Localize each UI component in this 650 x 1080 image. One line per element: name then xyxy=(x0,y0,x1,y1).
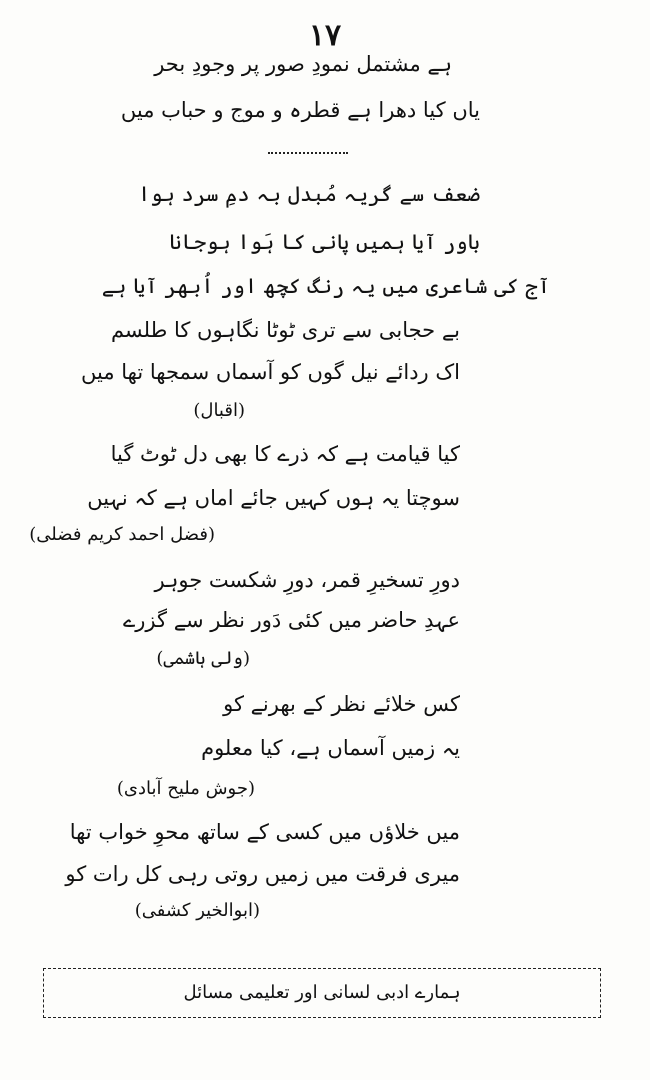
attribution: (ابوالخیر کشفی) xyxy=(134,900,260,921)
verse-line: دورِ تسخیرِ قمر، دورِ شکست جوہر xyxy=(154,568,460,592)
verse-line: باور آیا ہمیں پانی کا ہَوا ہوجانا xyxy=(169,230,480,254)
verse-line: کیا قیامت ہے کہ ذرے کا بھی دل ٹوٹ گیا xyxy=(110,442,460,466)
page-number: ۱۷ xyxy=(308,18,342,53)
verse-line: بے حجابی سے تری ٹوٹا نگاہوں کا طلسم xyxy=(110,318,460,342)
verse-line: ہے مشتمل نمودِ صور پر وجودِ بحر xyxy=(154,52,452,76)
attribution: (ولی ہاشمی) xyxy=(156,648,250,669)
verse-line: یہ زمیں آسماں ہے، کیا معلوم xyxy=(201,736,460,760)
attribution: (اقبال) xyxy=(193,400,245,421)
verse-line: کس خلائے نظر کے بھرنے کو xyxy=(223,692,460,716)
prose-line: آج کی شاعری میں یہ رنگ کچھ اور اُبھر آیا ہے xyxy=(101,274,550,298)
attribution: (جوش ملیح آبادی) xyxy=(116,778,255,799)
verse-line: میں خلاؤں میں کسی کے ساتھ محوِ خواب تھا xyxy=(69,820,460,844)
verse-line: ضعف سے گریہ مُبدل بہ دمِ سرد ہوا xyxy=(137,182,480,206)
section-divider xyxy=(268,152,348,154)
verse-line: میری فرقت میں زمیں روتی رہی کل رات کو xyxy=(65,862,460,886)
verse-line: عہدِ حاضر میں کئی دَور نظر سے گزرے xyxy=(122,608,460,632)
footer-book-title: ہمارے ادبی لسانی اور تعلیمی مسائل xyxy=(183,982,461,1003)
verse-line: اک ردائے نیل گوں کو آسماں سمجھا تھا میں xyxy=(81,360,460,384)
footer-title-box xyxy=(43,968,601,1018)
verse-line: سوچتا یہ ہوں کہیں جائے اماں ہے کہ نہیں xyxy=(87,486,460,510)
verse-line: یاں کیا دھرا ہے قطرہ و موج و حباب میں xyxy=(120,98,480,122)
attribution: (فضل احمد کریم فضلی) xyxy=(29,524,215,545)
